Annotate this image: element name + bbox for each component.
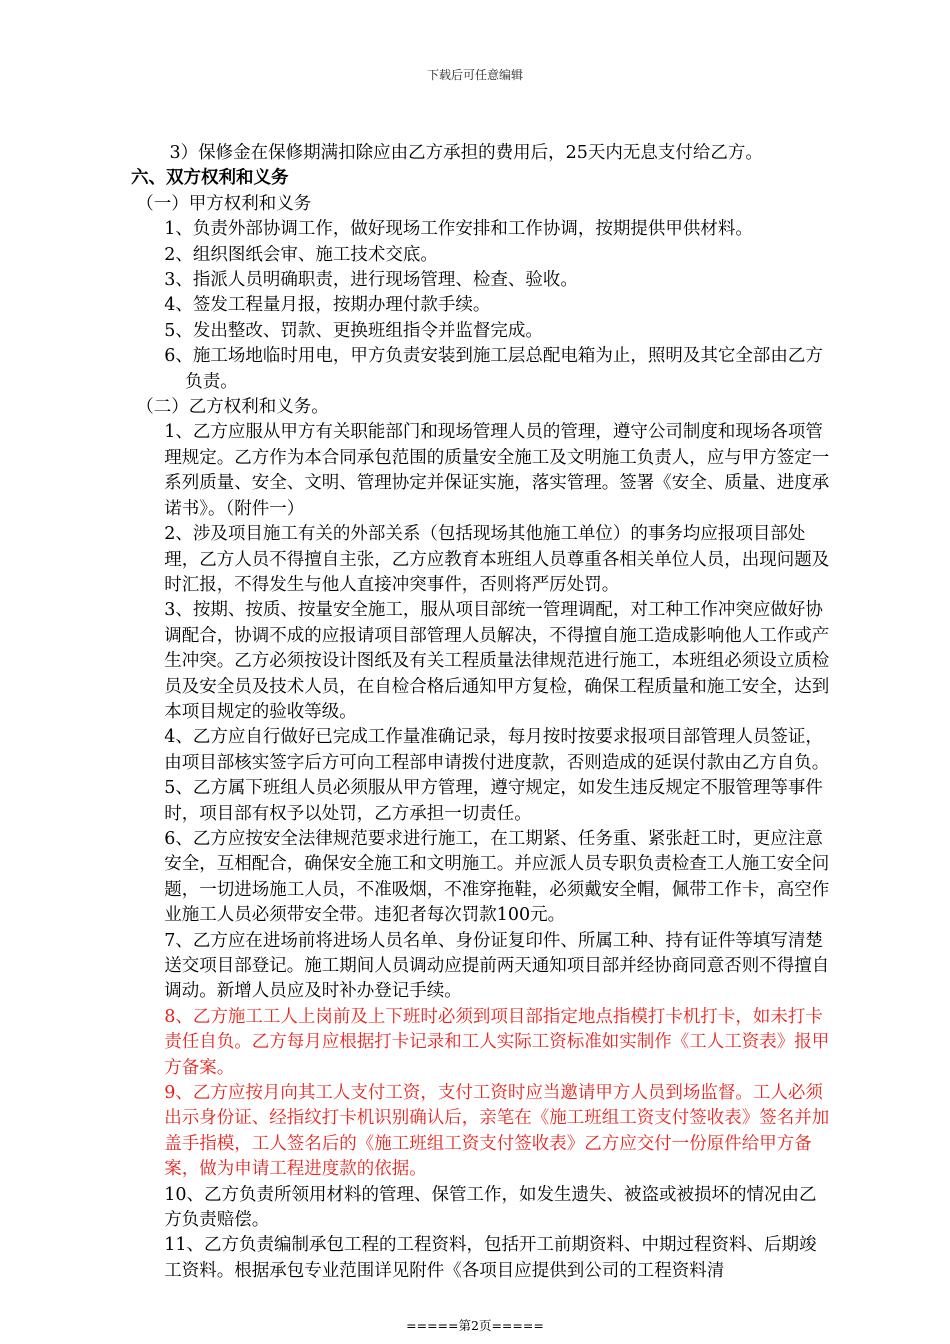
part-a-item-4: 4、签发工程量月报，按期办理付款手续。 [164, 295, 491, 316]
part-b-item-11: 11、乙方负责编制承包工程的工程资料，包括开工前期资料、中期过程资料、后期竣工资料。根据承包专业范围详见附件《各项目应提供到公司的工程资料清 [164, 1235, 817, 1281]
page-header: 下载后可任意编辑 [426, 68, 523, 82]
part-b-title: （二）乙方权利和义务。 [136, 397, 329, 418]
intro-item: 3）保修金在保修期满扣除应由乙方承担的费用后，25天内无息支付给乙方。 [169, 143, 763, 163]
part-b-item-3: 3、按期、按质、按量安全施工，服从项目部统一管理调配，对工种工作冲突应做好协调配合，协调不成的应报请项目部管理人员解决，不得擅自施工造成影响他人工作或产生冲突。乙方必须按设计图纸及有关工程质量法律规范进行施工，本班组必须设立质检员及安全员及技术人员，在自检合格后通知甲方复检，确保工程质量和施工安全，达到本项目规定的验收等级。 [164, 600, 830, 722]
section-title: 六、双方权利和义务 [131, 168, 289, 189]
part-a-item-3: 3、指派人员明确职责，进行现场管理、检查、验收。 [164, 270, 578, 291]
part-a-item-1: 1、负责外部协调工作，做好现场工作安排和工作协调，按期提供甲供材料。 [164, 219, 753, 240]
part-b-item-6: 6、乙方应按安全法律规范要求进行施工，在工期紧、任务重、紧张赶工时，更应注意安全，互相配合，确保安全施工和文明施工。并应派人员专职负责检查工人施工安全问题，一切进场施工人员，不准吸烟，不准穿拖鞋，必须戴安全帽，佩带工作卡，高空作业施工人员必须带安全带。违犯者每次罚款100元。 [164, 828, 830, 926]
part-b-item-5: 5、乙方属下班组人员必须服从甲方管理，遵守规定，如发生违反规定不服管理等事件时，项目部有权予以处罚，乙方承担一切责任。 [164, 778, 823, 824]
part-a-item-5: 5、发出整改、罚款、更换班组指令并监督完成。 [164, 320, 543, 341]
part-b-item-1: 1、乙方应服从甲方有关职能部门和现场管理人员的管理，遵守公司制度和现场各项管理规定。乙方作为本合同承包范围的质量安全施工及文明施工负责人，应与甲方签定一系列质量、安全、文明、管理协定并保证实施，落实管理。签署《安全、质量、进度承诺书》。（附件一） [164, 422, 830, 519]
part-a-title: （一）甲方权利和义务 [136, 193, 312, 214]
part-b-item-9: 9、乙方应按月向其工人支付工资，支付工资时应当邀请甲方人员到场监督。工人必须出示身份证、经指纹打卡机识别确认后，亲笔在《施工班组工资支付签收表》签名并加盖手指模，工人签名后的《施工班组工资支付签收表》乙方应交付一份原件给甲方备案，做为申请工程进度款的依据。 [164, 1083, 830, 1180]
part-b-item-8: 8、乙方施工工人上岗前及上下班时必须到项目部指定地点指模打卡机打卡，如未打卡责任自负。乙方每月应根据打卡记录和工人实际工资标准如实制作《工人工资表》报甲方备案。 [164, 1006, 830, 1078]
part-b-item-2: 2、涉及项目施工有关的外部关系（包括现场其他施工单位）的事务均应报项目部处理，乙方人员不得擅自主张，乙方应教育本班组人员尊重各相关单位人员，出现问题及时汇报，不得发生与他人直接冲突事件，否则将严厉处罚。 [164, 524, 830, 595]
document-body [131, 141, 831, 1284]
part-a-item-6: 6、施工场地临时用电，甲方负责安装到施工层总配电箱为止，照明及其它全部由乙方负责。 [164, 346, 823, 392]
part-b-item-10: 10、乙方负责所领用材料的管理、保管工作，如发生遗失、被盗或被损坏的情况由乙方负责赔偿。 [164, 1184, 817, 1231]
part-b-item-7: 7、乙方应在进场前将进场人员名单、身份证复印件、所属工种、持有证件等填写清楚送交项目部登记。施工期间人员调动应提前两天通知项目部并经协商同意否则不得擅自调动。新增人员应及时补办登记手续。 [164, 930, 830, 1002]
page-footer: =====第2页===== [406, 1318, 544, 1333]
part-a-item-2: 2、组织图纸会审、施工技术交底。 [164, 244, 438, 265]
part-b-item-4: 4、乙方应自行做好已完成工作量准确记录，每月按时按要求报项目部管理人员签证，由项目部核实签字后方可向工程部申请拨付进度款，否则造成的延误付款由乙方自负。 [164, 727, 830, 773]
